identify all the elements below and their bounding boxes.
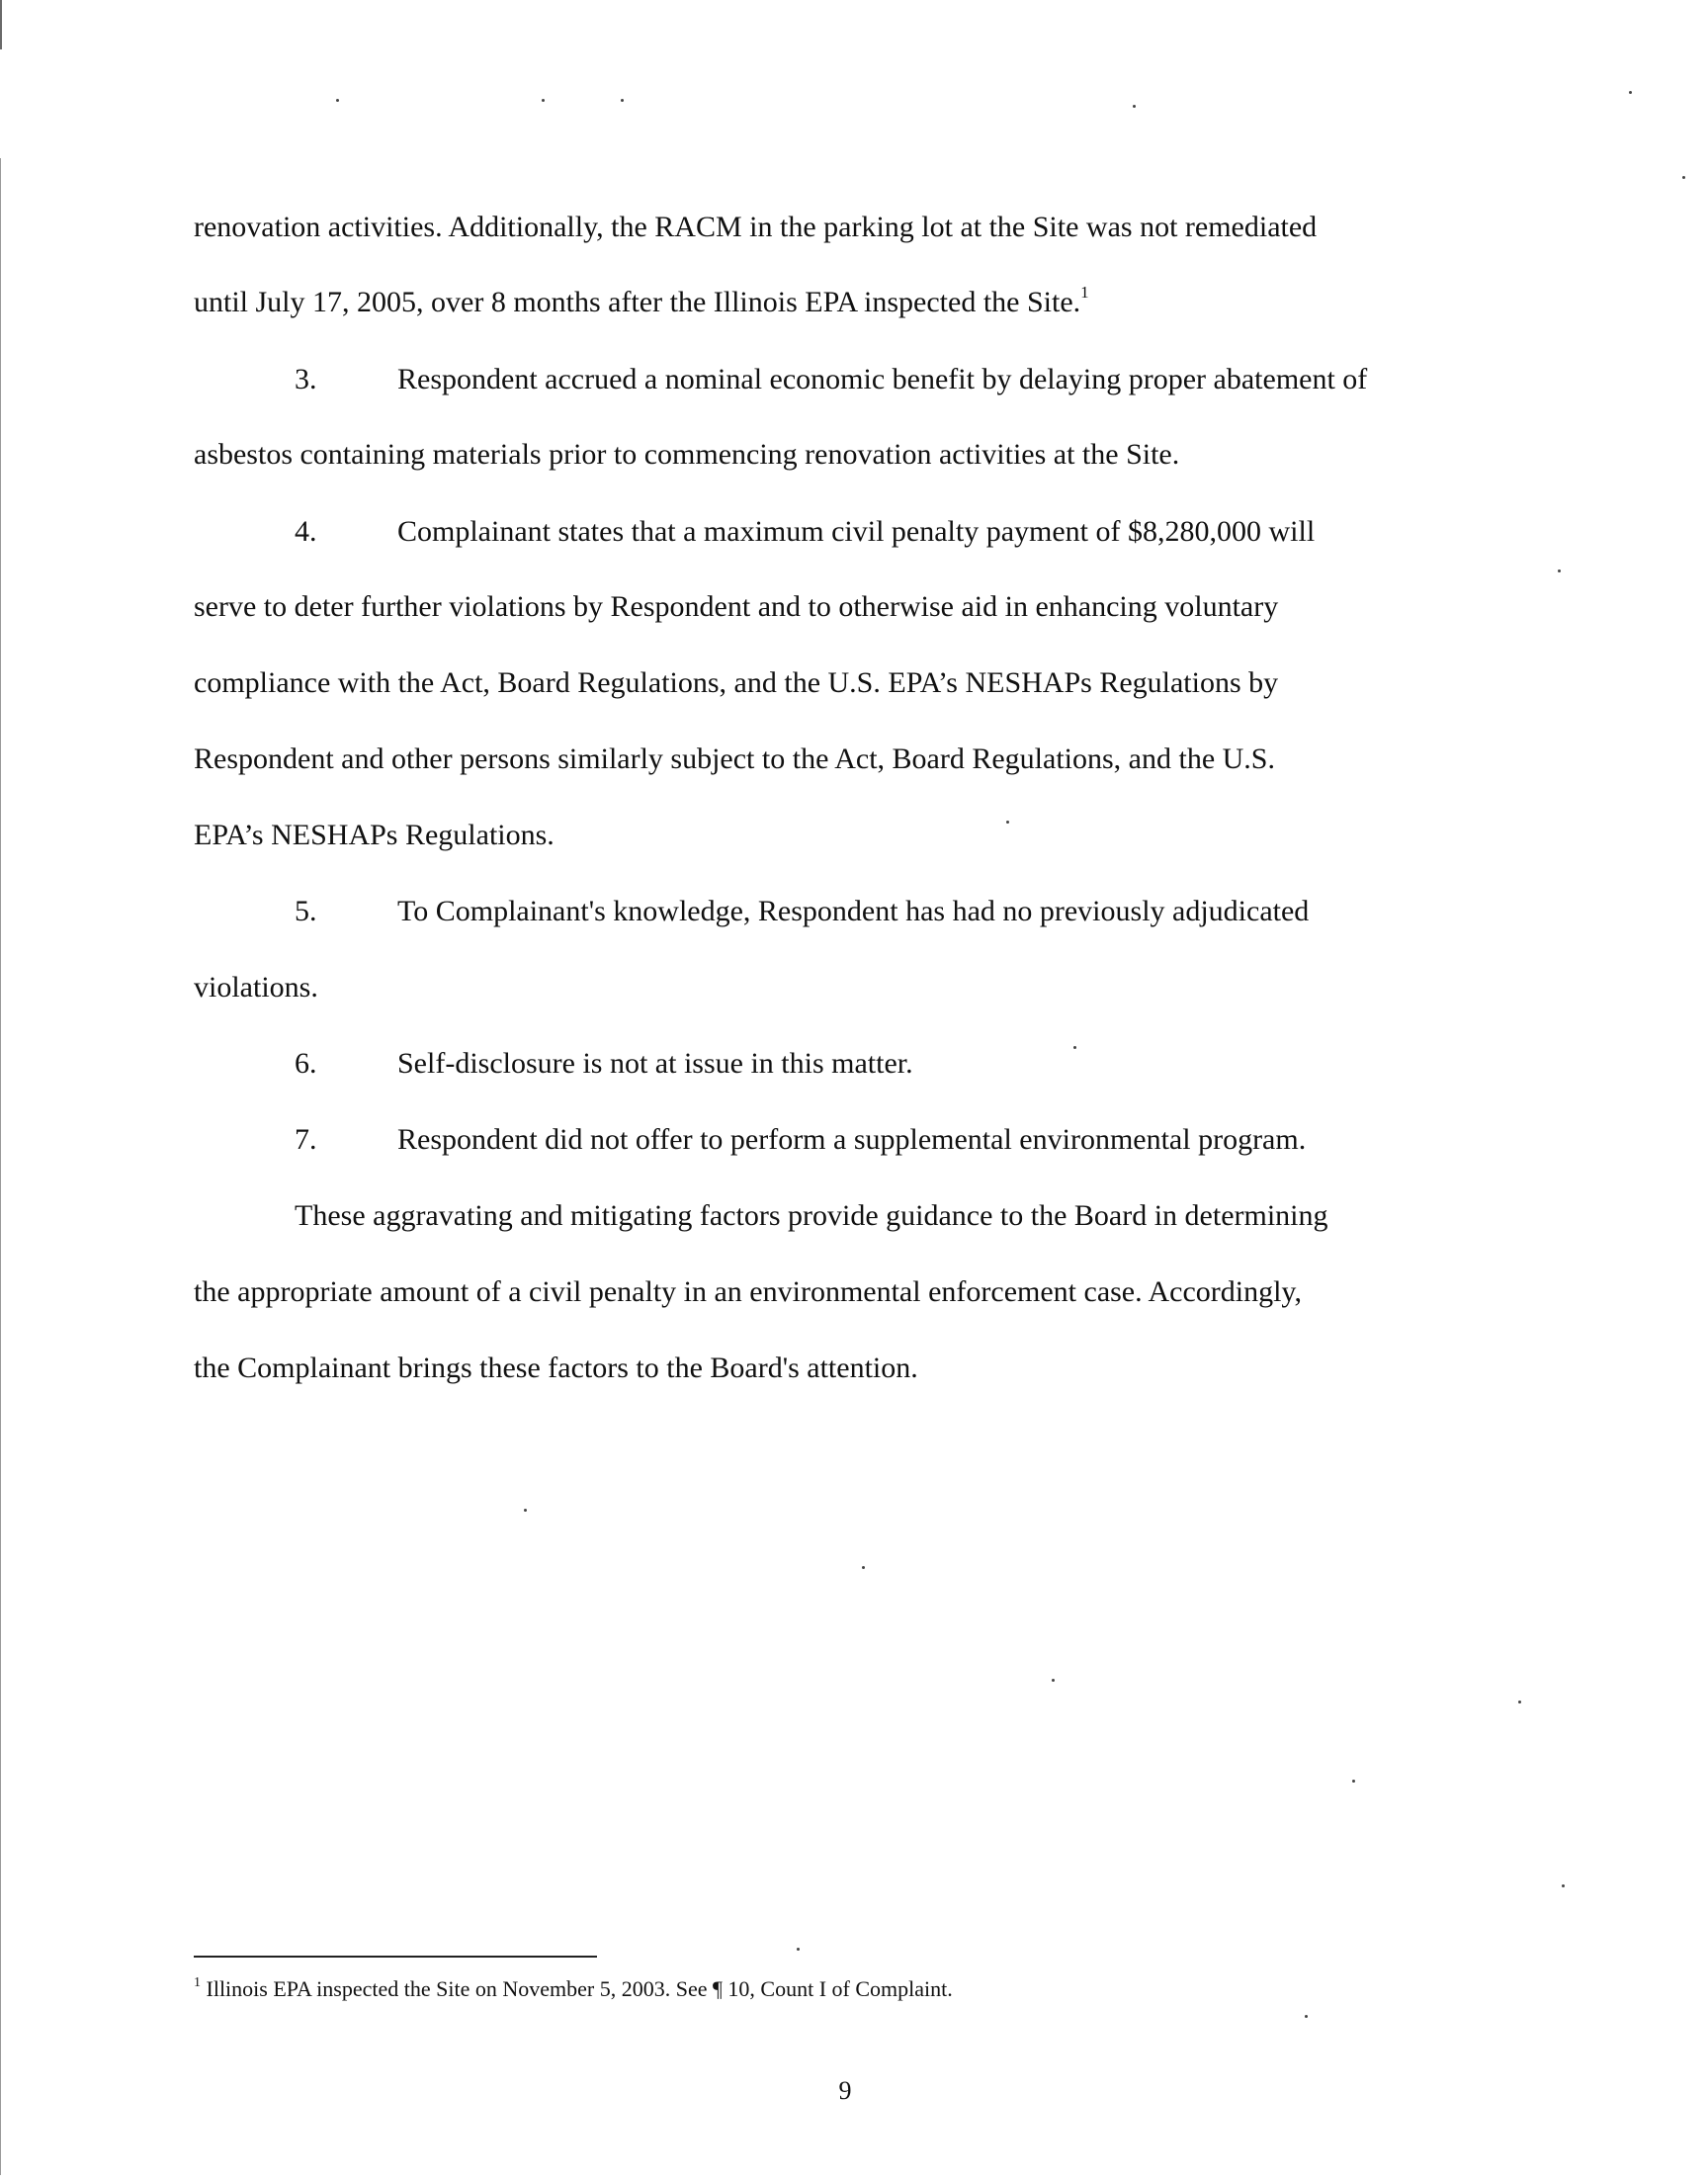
scan-speck — [1562, 1884, 1565, 1887]
scan-speck — [1305, 2015, 1308, 2018]
item-4-line-2: serve to deter further violations by Respondent and to otherwise aid in enhancing voluntary — [194, 590, 1279, 623]
paragraph-continued-line-1: renovation activities. Additionally, the RACM in the parking lot at the Site was not remediated — [194, 211, 1318, 243]
scan-speck — [1006, 821, 1009, 824]
item-6-line-1: Self-disclosure is not at issue in this matter. — [397, 1047, 913, 1080]
scan-speck — [542, 99, 545, 102]
scan-speck — [1133, 105, 1136, 108]
item-4-line-4: Respondent and other persons similarly subject to the Act, Board Regulations, and the U.S. — [194, 742, 1275, 775]
closing-line-2: the appropriate amount of a civil penalty in an environmental enforcement case. Accordingly, — [194, 1275, 1302, 1308]
item-4-line-3: compliance with the Act, Board Regulations, and the U.S. EPA’s NESHAPs Regulations by — [194, 666, 1279, 699]
item-7-number: 7. — [295, 1123, 317, 1156]
item-4-number: 4. — [295, 515, 317, 548]
item-3-line-2: asbestos containing materials prior to commencing renovation activities at the Site. — [194, 438, 1180, 471]
footnote-marker: 1 — [194, 1975, 201, 1990]
item-5-line-2: violations. — [194, 971, 318, 1004]
scan-speck — [1073, 1046, 1076, 1049]
scan-speck — [862, 1566, 865, 1569]
item-6-number: 6. — [295, 1047, 317, 1080]
footnote-reference[interactable]: 1 — [1080, 283, 1089, 302]
scan-speck — [1052, 1679, 1055, 1682]
paragraph-continued-line-2 — [194, 285, 1089, 320]
scan-speck — [1352, 1780, 1355, 1783]
footnote-text: Illinois EPA inspected the Site on November 5, 2003. See ¶ 10, Count I of Complaint. — [206, 1976, 953, 2001]
footnote — [194, 1975, 953, 2003]
item-5-line-1: To Complainant's knowledge, Respondent has had no previously adjudicated — [397, 895, 1310, 927]
closing-line-1: These aggravating and mitigating factors provide guidance to the Board in determining — [295, 1199, 1328, 1232]
scan-edge-mark — [0, 0, 2, 49]
item-7-line-1: Respondent did not offer to perform a supplemental environmental program. — [397, 1123, 1307, 1156]
page-number: 9 — [838, 2076, 852, 2105]
item-3-number: 3. — [295, 363, 317, 395]
scan-speck — [1682, 176, 1685, 179]
scan-speck — [797, 1948, 800, 1951]
item-5-number: 5. — [295, 895, 317, 927]
scan-speck — [336, 99, 339, 102]
closing-line-3: the Complainant brings these factors to the Board's attention. — [194, 1352, 918, 1384]
item-4-line-5: EPA’s NESHAPs Regulations. — [194, 819, 555, 851]
scan-edge-mark — [0, 158, 1, 2175]
scan-speck — [524, 1509, 527, 1512]
scan-speck — [1518, 1701, 1521, 1703]
footnote-separator — [194, 1956, 597, 1958]
item-4-line-1: Complainant states that a maximum civil penalty payment of $8,280,000 will — [397, 515, 1316, 548]
scan-speck — [621, 99, 624, 102]
scan-speck — [1558, 569, 1561, 572]
paragraph-continued-line-2-text: until July 17, 2005, over 8 months after the Illinois EPA inspected the Site. — [194, 286, 1081, 318]
item-3-line-1: Respondent accrued a nominal economic benefit by delaying proper abatement of — [397, 363, 1368, 395]
scan-speck — [1629, 91, 1632, 94]
